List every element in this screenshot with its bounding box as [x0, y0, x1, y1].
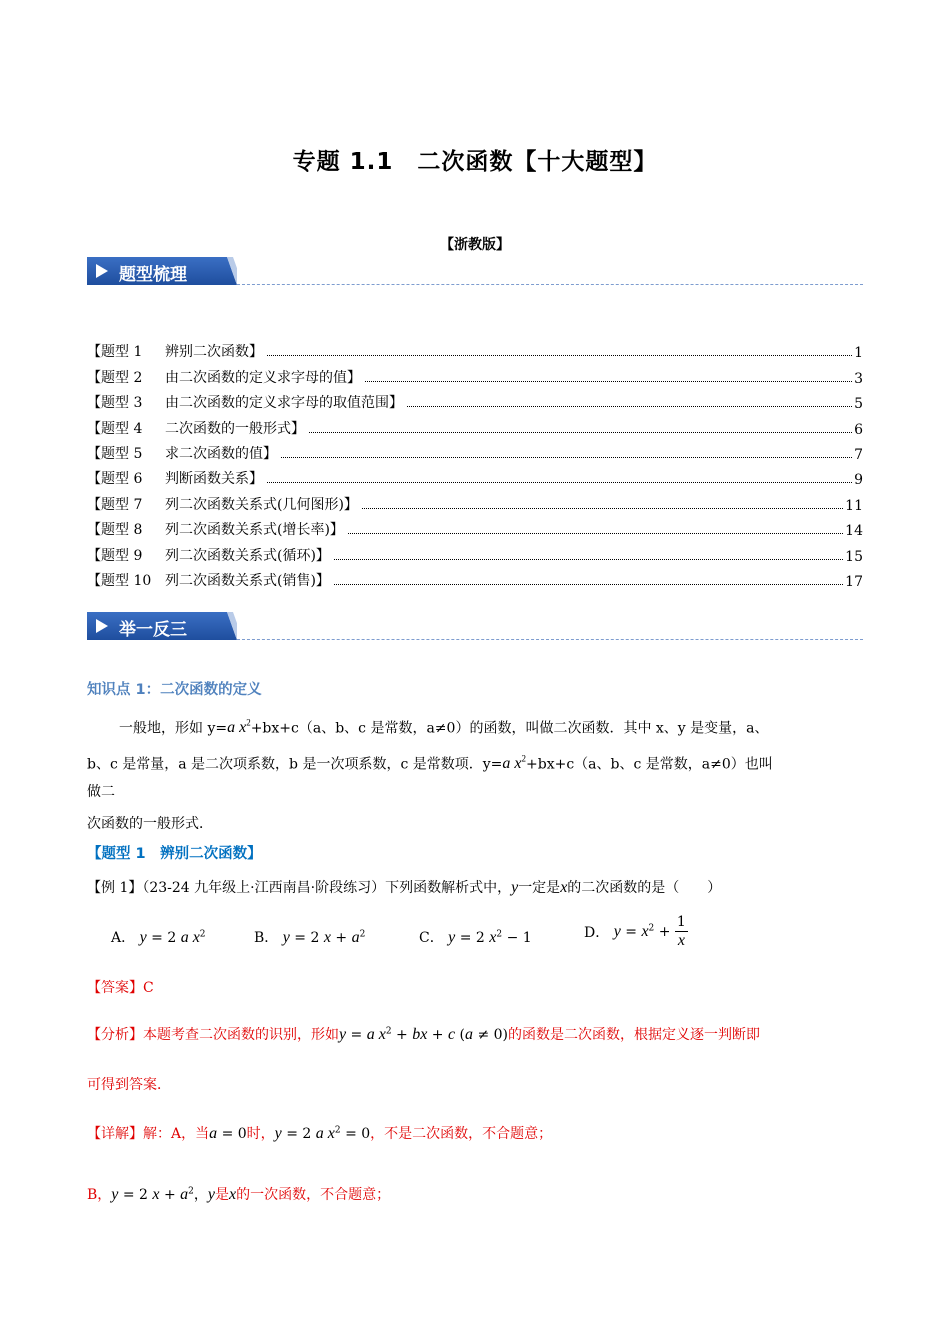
option-c[interactable]: C． y = 2 $x^2 - 1$	[419, 929, 532, 946]
toc-item[interactable]: 【题型 6 判断函数关系】 9	[87, 471, 863, 489]
option-d[interactable]: D． $y = x^2$ + $\frac{1}{x}$	[584, 914, 686, 949]
toc-item[interactable]: 【题型 2 由二次函数的定义求字母的值】 3	[87, 369, 863, 387]
toc-item[interactable]: 【题型 10 列二次函数关系式(销售)】 17	[87, 572, 863, 590]
toc-item[interactable]: 【题型 5 求二次函数的值】 7	[87, 445, 863, 463]
toc-item[interactable]: 【题型 7 列二次函数关系式(几何图形)】 11	[87, 496, 863, 514]
toc-item[interactable]: 【题型 1 辨别二次函数】 1	[87, 344, 863, 362]
toc-item[interactable]: 【题型 8 列二次函数关系式(增长率)】 14	[87, 522, 863, 540]
option-a[interactable]: A． y = 2 a $x^2$	[111, 929, 206, 946]
detail-line-b: B，y = 2 $x + a^2$，y是x的一次函数，不合题意；	[87, 1186, 391, 1203]
table-of-contents	[87, 336, 863, 590]
definition-line-2: b、c 是常量，a 是二次项系数，b 是一次项系数，c 是常数项．y=a $x^2+bx+c(a$、b、c 是常数，a≠0）也叫	[87, 754, 773, 773]
play-arrow-icon	[96, 619, 108, 633]
play-arrow-icon	[96, 264, 108, 278]
definition-line-1: 一般地，形如 y=a $x^2+bx+c(a$、b、c 是常数，a≠0）的函数，叫做二次函数．其中 x、y 是变量，a、	[119, 718, 769, 737]
toc-item[interactable]: 【题型 3 由二次函数的定义求字母的取值范围】 5	[87, 395, 863, 413]
toc-item[interactable]: 【题型 9 列二次函数关系式(循环)】 15	[87, 547, 863, 565]
banner-label: 举一反三	[119, 620, 187, 640]
analysis-line-2: 可得到答案．	[87, 1077, 171, 1093]
banner-label: 题型梳理	[119, 265, 187, 285]
page-title: 专题 1.1 二次函数【十大题型】	[292, 149, 658, 175]
knowledge-heading: 知识点 1：二次函数的定义	[87, 682, 262, 698]
detail-line: 【详解】解：A，当a = 0时，y = 2 a $x^2 = 0$，不是二次函数，不合题意；	[87, 1125, 553, 1142]
type-heading: 【题型 1 辨别二次函数】	[87, 846, 262, 862]
example-question: 【例 1】（23-24 九年级上·江西南昌·阶段练习）下列函数解析式中，y一定是x的二次函数的是（ ）	[87, 879, 722, 896]
section-banner-toc	[87, 257, 863, 287]
answer-line: 【答案】C	[87, 980, 154, 996]
analysis-line: 【分析】本题考查二次函数的识别，形如y = a $x^2$ + bx + c (a ≠ 0)的函数是二次函数，根据定义逐一判断即	[87, 1026, 761, 1043]
section-banner-examples	[87, 612, 863, 642]
toc-item[interactable]: 【题型 4 二次函数的一般形式】 6	[87, 420, 863, 438]
option-b[interactable]: B． y = 2 $x + a^2$	[254, 929, 366, 946]
definition-line-3: 做二	[87, 784, 115, 800]
definition-line-4: 次函数的一般形式．	[87, 816, 213, 832]
edition-label: 【浙教版】	[440, 237, 510, 253]
